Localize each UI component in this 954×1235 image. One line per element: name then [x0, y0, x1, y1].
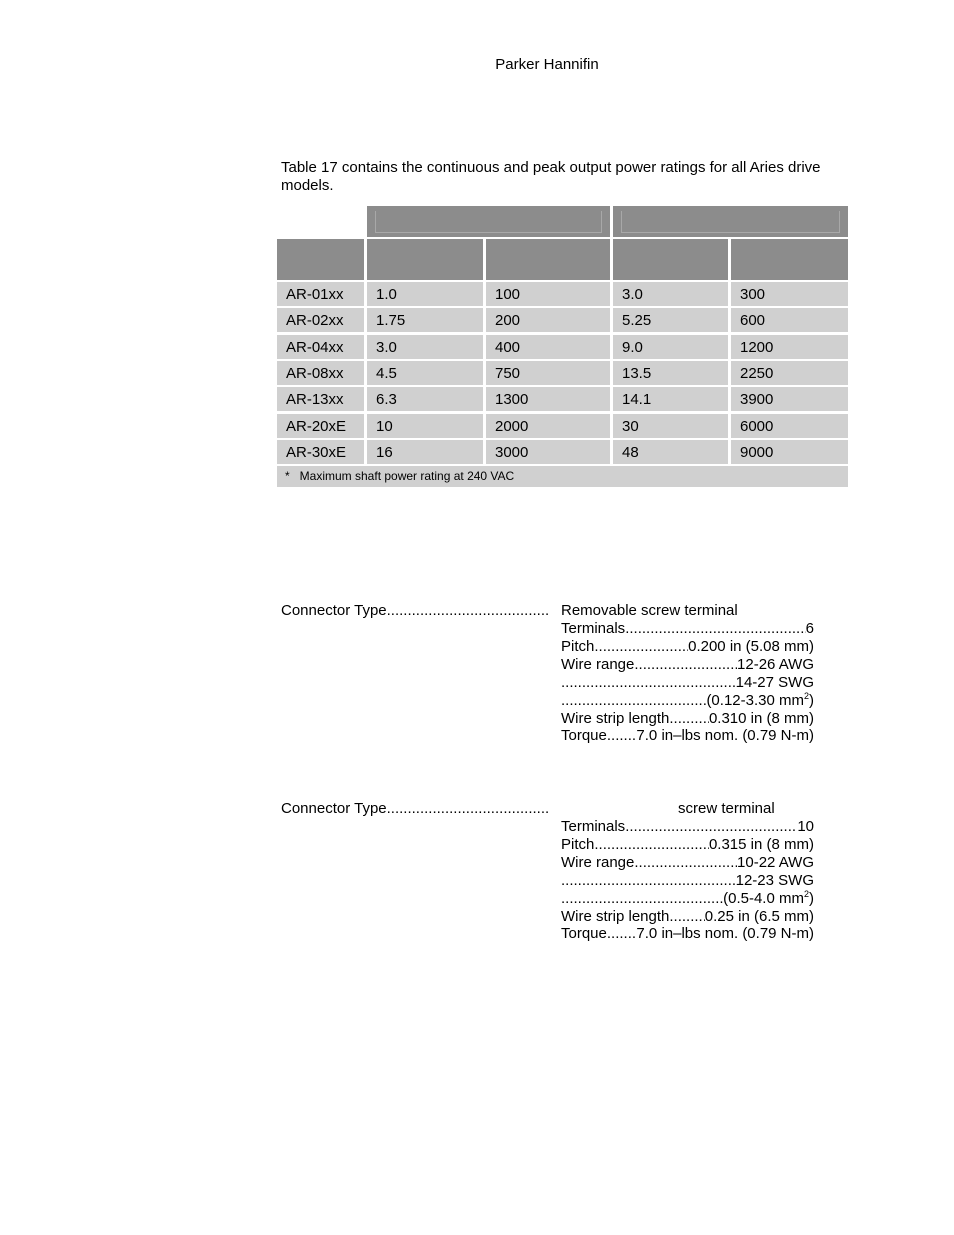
spec-key: Pitch — [561, 835, 595, 853]
table-cell-peak-b: 300 — [731, 282, 848, 306]
table-cell-continuous-a: 10 — [367, 414, 483, 438]
spec-key: Wire strip length — [561, 907, 670, 925]
leader-dots — [669, 710, 709, 728]
column-header-peak-b — [731, 239, 848, 280]
power-rating-table — [277, 206, 848, 487]
table-cell-continuous-a: 1.75 — [367, 308, 483, 332]
spec-value — [736, 674, 814, 692]
spec-line — [561, 674, 814, 692]
spec-value-text: 0.315 in (8 mm) — [708, 835, 814, 853]
spec-line — [561, 638, 814, 656]
table-cell-model: AR-20xE — [277, 414, 364, 438]
spec-value-text: (0.12-3.30 mm — [706, 691, 804, 709]
table-cell-continuous-a: 1.0 — [367, 282, 483, 306]
superscript: 2 — [803, 690, 809, 701]
spec-value — [737, 656, 814, 674]
spec-value — [709, 836, 814, 854]
spec-value-text: (0.5-4.0 mm — [723, 889, 804, 907]
leader-dots — [607, 727, 637, 745]
table-cell-peak-b: 9000 — [731, 440, 848, 464]
leader-dots — [607, 925, 637, 943]
column-header-continuous-b — [486, 239, 610, 280]
spec-value-text: 0.200 in (5.08 mm) — [688, 637, 814, 655]
group-header-peak — [613, 206, 848, 237]
spec-key: Wire range — [561, 655, 635, 673]
table-cell-continuous-b: 2000 — [486, 414, 610, 438]
connector-1-label: Connector Type — [281, 602, 387, 619]
spec-value-text: 12-23 SWG — [735, 871, 814, 889]
spec-value — [688, 638, 814, 656]
spec-value-text: 0.25 in (6.5 mm) — [704, 907, 814, 925]
leader-dots — [594, 638, 688, 656]
table-cell-peak-a: 9.0 — [613, 335, 728, 359]
spec-value — [636, 727, 814, 745]
spec-value-text: 10 — [797, 818, 814, 835]
spec-value-text: 6 — [805, 620, 814, 637]
spec-key: Torque — [561, 727, 607, 745]
table-cell-peak-a: 14.1 — [613, 387, 728, 411]
leader-dots — [634, 656, 737, 674]
table-cell-model: AR-04xx — [277, 335, 364, 359]
table-cell-model: AR-13xx — [277, 387, 364, 411]
table-cell-continuous-b: 100 — [486, 282, 610, 306]
spec-line — [561, 925, 814, 943]
leader-dots — [561, 674, 736, 692]
superscript: 2 — [803, 888, 809, 899]
intro-paragraph: Table 17 contains the continuous and peak output power ratings for all Aries drive models. — [281, 159, 821, 194]
table-cell-continuous-a: 3.0 — [367, 335, 483, 359]
table-cell-continuous-a: 6.3 — [367, 387, 483, 411]
connector-2-label: Connector Type — [281, 800, 387, 817]
spec-line — [561, 727, 814, 745]
spec-value-tail: ) — [809, 691, 814, 709]
page-header: Parker Hannifin — [495, 56, 599, 73]
table-cell-peak-a: 3.0 — [613, 282, 728, 306]
spec-line — [561, 908, 814, 926]
spec-line — [561, 620, 814, 638]
leader-dots — [669, 908, 704, 926]
table-cell-continuous-b: 3000 — [486, 440, 610, 464]
table-cell-peak-a: 13.5 — [613, 361, 728, 385]
leader-dots — [625, 620, 805, 638]
connector-2-label-row — [281, 800, 549, 817]
spec-key: Terminals — [561, 620, 626, 637]
spec-line — [561, 818, 814, 836]
spec-key: Terminals — [561, 818, 626, 835]
table-footnote — [277, 466, 848, 487]
table-cell-peak-b: 3900 — [731, 387, 848, 411]
column-header-model — [277, 239, 364, 280]
table-cell-peak-b: 600 — [731, 308, 848, 332]
table-cell-continuous-b: 400 — [486, 335, 610, 359]
connector-1-type: Removable screw terminal — [561, 602, 738, 619]
spec-value — [705, 908, 814, 926]
table-cell-peak-b: 1200 — [731, 335, 848, 359]
spec-key: Wire range — [561, 853, 635, 871]
spec-key: Wire strip length — [561, 709, 670, 727]
table-cell-continuous-a: 16 — [367, 440, 483, 464]
spec-value-tail: ) — [809, 889, 814, 907]
spec-value-text: 14-27 SWG — [735, 673, 814, 691]
column-header-peak-a — [613, 239, 728, 280]
spec-line — [561, 710, 814, 728]
footnote-text: Maximum shaft power rating at 240 VAC — [299, 469, 515, 483]
footnote-marker: * — [285, 469, 290, 483]
leader-dots — [594, 836, 709, 854]
leader-dots — [561, 692, 706, 710]
spec-line — [561, 872, 814, 890]
leader-dots — [634, 854, 737, 872]
leader-dots — [561, 890, 723, 908]
spec-value-text: 10-22 AWG — [737, 853, 814, 871]
spec-value — [737, 854, 814, 872]
spec-value-text: 12-26 AWG — [737, 655, 814, 673]
table-cell-peak-a: 30 — [613, 414, 728, 438]
spec-line — [561, 836, 814, 854]
table-cell-continuous-b: 1300 — [486, 387, 610, 411]
spec-key: Torque — [561, 925, 607, 943]
spec-value — [736, 872, 814, 890]
table-cell-peak-a: 48 — [613, 440, 728, 464]
spec-line — [561, 890, 814, 908]
table-cell-peak-b: 2250 — [731, 361, 848, 385]
spec-value — [806, 620, 814, 638]
spec-value-text: 0.310 in (8 mm) — [708, 709, 814, 727]
table-cell-model: AR-30xE — [277, 440, 364, 464]
spec-value — [636, 925, 814, 943]
table-cell-model: AR-01xx — [277, 282, 364, 306]
spec-value — [723, 890, 814, 908]
table-cell-model: AR-02xx — [277, 308, 364, 332]
column-header-continuous-a — [367, 239, 483, 280]
leader-dots — [561, 872, 736, 890]
spec-line — [561, 692, 814, 710]
spec-value-text: 7.0 in–lbs nom. (0.79 N-m) — [636, 925, 814, 943]
table-cell-peak-a: 5.25 — [613, 308, 728, 332]
connector-2-type: screw terminal — [678, 800, 775, 817]
table-cell-continuous-b: 750 — [486, 361, 610, 385]
connector-1-label-row — [281, 602, 549, 619]
spec-value — [709, 710, 814, 728]
spec-value-text: 7.0 in–lbs nom. (0.79 N-m) — [636, 727, 814, 745]
spec-key: Pitch — [561, 637, 595, 655]
table-cell-model: AR-08xx — [277, 361, 364, 385]
table-cell-peak-b: 6000 — [731, 414, 848, 438]
spec-line — [561, 854, 814, 872]
leader-dots — [625, 818, 797, 836]
spec-value — [706, 692, 814, 710]
spec-value — [797, 818, 814, 836]
spec-line — [561, 656, 814, 674]
leader-dots: ....................................... — [386, 602, 550, 619]
leader-dots: ....................................... — [386, 800, 550, 817]
table-cell-continuous-b: 200 — [486, 308, 610, 332]
group-header-continuous — [367, 206, 610, 237]
table-cell-continuous-a: 4.5 — [367, 361, 483, 385]
